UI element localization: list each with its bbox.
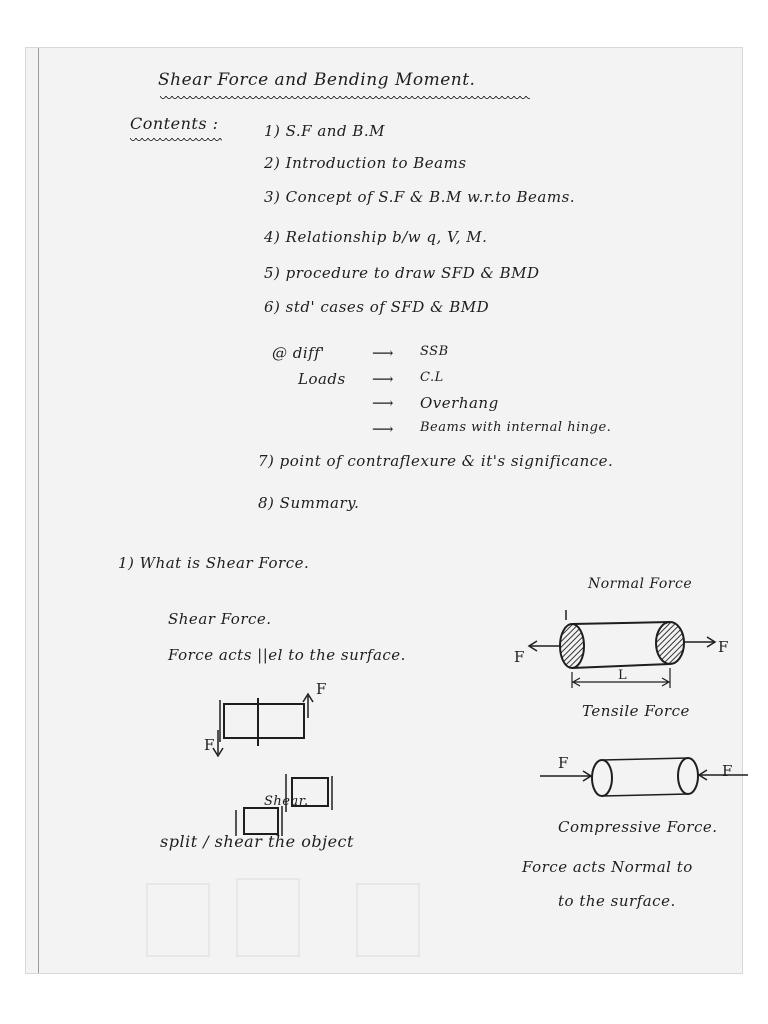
force-label: F — [204, 736, 215, 754]
normal-force-definition: to the surface. — [558, 892, 676, 910]
loads-item: SSB — [420, 344, 449, 359]
force-label: F — [558, 754, 569, 772]
contents-item: 6) std' cases of SFD & BMD — [264, 298, 490, 316]
page-title: Shear Force and Bending Moment. — [158, 70, 476, 90]
contents-item: 3) Concept of S.F & B.M w.r.to Beams. — [264, 188, 576, 206]
normal-force-heading: Normal Force — [588, 576, 693, 592]
arrow-icon: ⟶ — [372, 344, 395, 362]
arrow-icon: ⟶ — [372, 370, 395, 388]
bleed-through-mark — [146, 883, 210, 957]
arrow-icon: ⟶ — [372, 394, 395, 412]
loads-item: C.L — [420, 370, 444, 385]
loads-label: Loads — [298, 370, 346, 388]
contents-item: 8) Summary. — [258, 494, 360, 512]
bleed-through-mark — [356, 883, 420, 957]
contents-label: Contents : — [130, 114, 219, 133]
force-label: F — [514, 648, 525, 666]
contents-item: 1) S.F and B.M — [264, 122, 385, 140]
bleed-through-mark — [236, 878, 300, 957]
force-label: F — [718, 638, 729, 656]
force-label: F — [722, 762, 733, 780]
length-label: L — [618, 668, 628, 683]
page-margin-line — [38, 48, 39, 973]
contents-item: 7) point of contraflexure & it's significance. — [258, 452, 614, 470]
contents-item: 5) procedure to draw SFD & BMD — [264, 264, 540, 282]
tensile-force-label: Tensile Force — [582, 702, 690, 720]
normal-force-definition: Force acts Normal to — [522, 858, 693, 876]
notebook-page — [26, 48, 742, 973]
arrow-icon: ⟶ — [372, 420, 395, 438]
shear-caption: split / shear the object — [160, 832, 354, 851]
loads-label: @ diff' — [272, 344, 325, 362]
contents-item: 2) Introduction to Beams — [264, 154, 467, 172]
contents-item: 4) Relationship b/w q, V, M. — [264, 228, 488, 246]
loads-item: Beams with internal hinge. — [420, 420, 612, 435]
contents-underline — [130, 138, 222, 144]
compressive-force-label: Compressive Force. — [558, 818, 718, 836]
shear-label: Shear. — [264, 794, 309, 809]
loads-item: Overhang — [420, 394, 499, 412]
question-heading: 1) What is Shear Force. — [118, 554, 310, 572]
shear-force-heading: Shear Force. — [168, 610, 272, 628]
force-label: F — [316, 680, 327, 698]
shear-diagram — [196, 678, 366, 838]
shear-force-definition: Force acts ||el to the surface. — [168, 646, 406, 664]
title-underline — [160, 96, 530, 102]
